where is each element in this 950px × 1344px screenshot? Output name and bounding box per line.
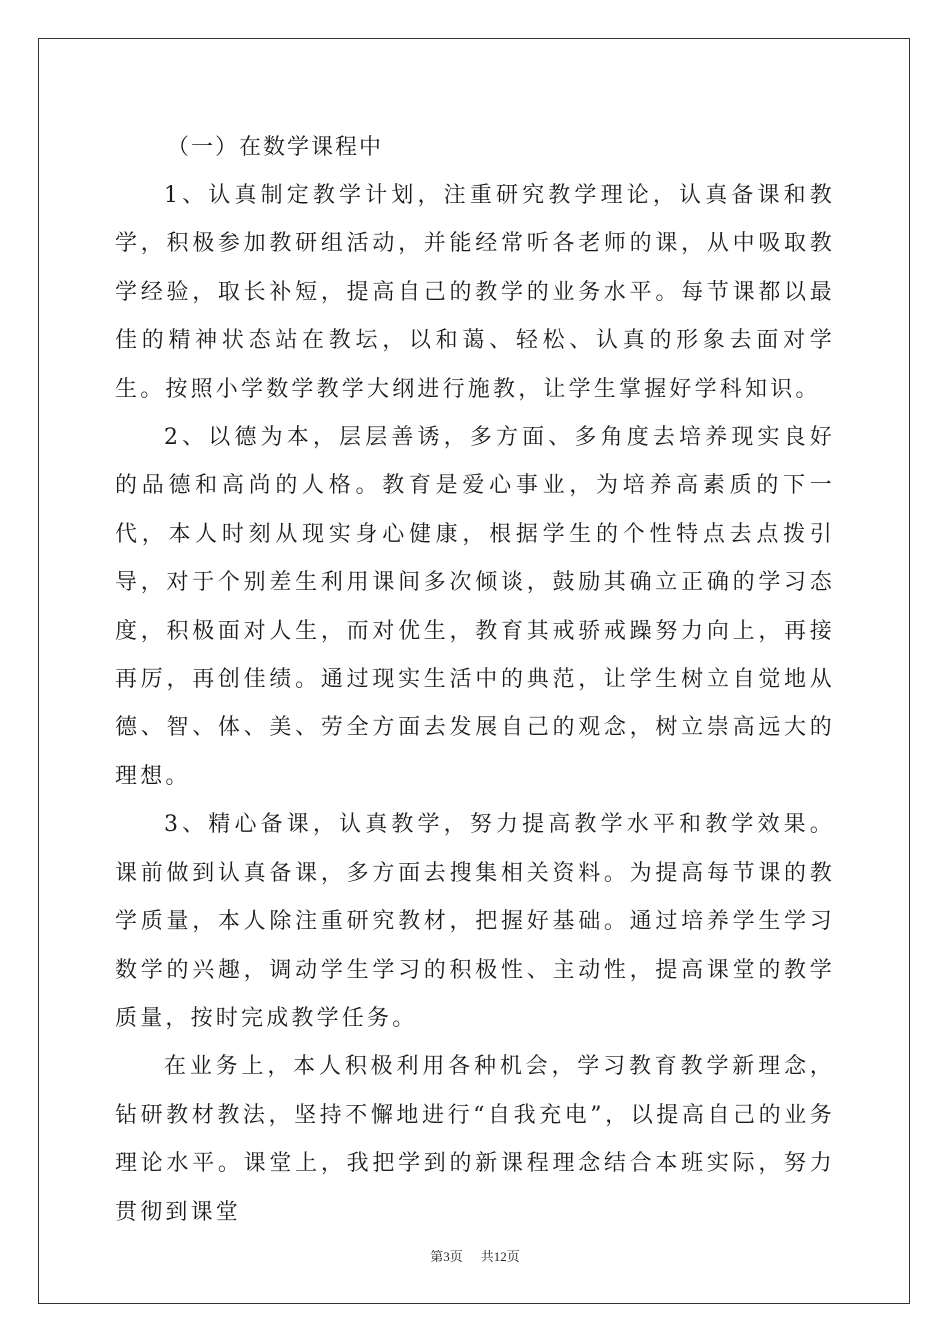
page-footer <box>0 1246 950 1265</box>
paragraph-4: 在业务上，本人积极利用各种机会，学习教育教学新理念，钻研教材教法，坚持不懈地进行“自我充电”，以提高自己的业务理论水平。课堂上，我把学到的新课程理念结合本班实际，努力贯彻到课堂 <box>115 1054 835 1225</box>
section-title: （一）在数学课程中 <box>167 135 384 160</box>
page-total: 共12页 <box>480 1249 520 1264</box>
document-body <box>115 124 835 1237</box>
page-number: 第3页 <box>430 1249 463 1264</box>
paragraph-3: 3、精心备课，认真教学，努力提高教学水平和教学效果。课前做到认真备课，多方面去搜集相关资料。为提高每节课的教学质量，本人除注重研究教材，把握好基础。通过培养学生学习数学的兴趣，调动学生学习的积极性、主动性，提高课堂的教学质量，按时完成教学任务。 <box>115 812 835 1031</box>
paragraph-1: 1、认真制定教学计划，注重研究教学理论，认真备课和教学，积极参加教研组活动，并能经常听各老师的课，从中吸取教学经验，取长补短，提高自己的教学的业务水平。每节课都以最佳的精神状态站在教坛，以和蔼、轻松、认真的形象去面对学生。按照小学数学教学大纲进行施教，让学生掌握好学科知识。 <box>115 183 835 402</box>
paragraph-2: 2、以德为本，层层善诱，多方面、多角度去培养现实良好的品德和高尚的人格。教育是爱心事业，为培养高素质的下一代，本人时刻从现实身心健康，根据学生的个性特点去点拨引导，对于个别差生利用课间多次倾谈，鼓励其确立正确的学习态度，积极面对人生，而对优生，教育其戒骄戒躁努力向上，再接再厉，再创佳绩。通过现实生活中的典范，让学生树立自觉地从德、智、体、美、劳全方面去发展自己的观念，树立崇高远大的理想。 <box>115 425 835 789</box>
